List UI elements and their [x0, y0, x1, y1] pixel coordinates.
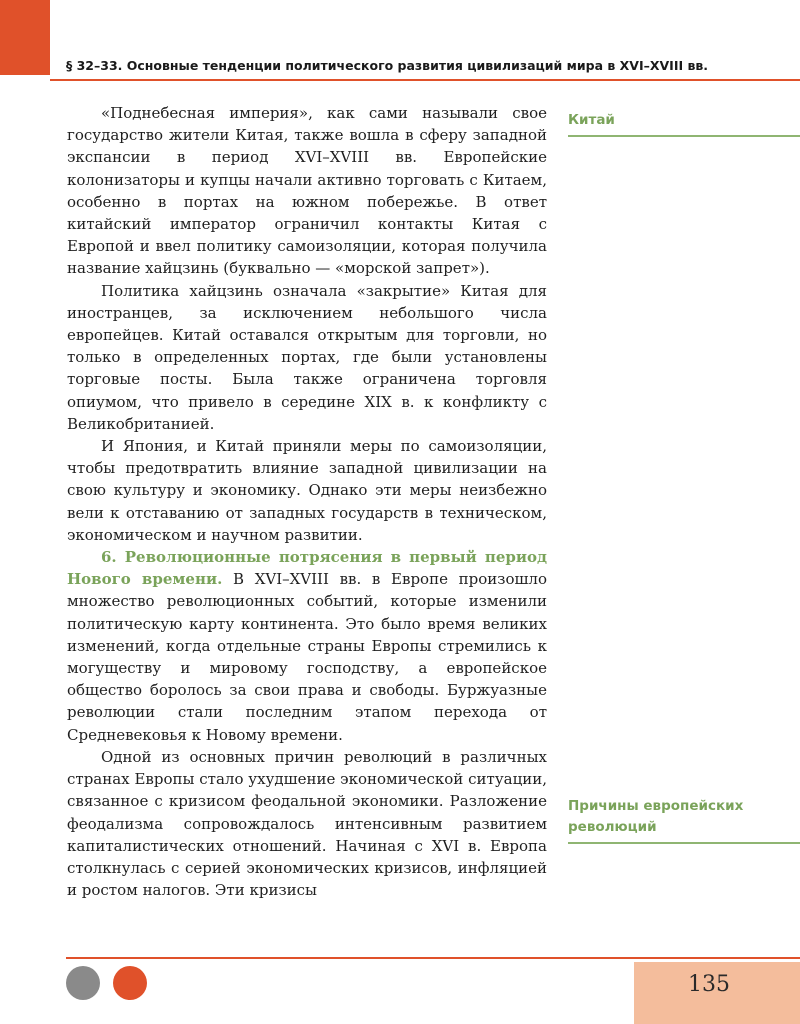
section-paragraph: В XVI–XVIII вв. в Европе произошло множество революционных событий, которые изменили политическую карту континента. Это было время великих изменений, когда отдельные страны Европы стремились к могуществу и мировому господству, а европейское общество боролось за свои права и свободы. Буржуазные революции стали последним этапом перехода от Средневековья к Новому времени. — [67, 570, 547, 744]
paragraph-3: И Япония, и Китай приняли меры по самоизоляции, чтобы предотвратить влияние западной цивилизации на свою культуру и экономику. Однако эти меры неизбежно вели к отставанию от западных государств в техническом, экономическом и научном развитии. — [67, 437, 547, 544]
running-title: § 32–33. Основные тенденции политического развития цивилизаций мира в XVI–XVIII вв. — [66, 58, 709, 73]
section-heading: 6. Революционные потрясения в первый период Нового времени. — [67, 548, 547, 589]
margin-note-label: Причины европейских революций — [568, 798, 744, 835]
orange-circle-icon — [113, 966, 147, 1000]
margin-note-rule — [568, 135, 800, 137]
gray-circle-icon — [66, 966, 100, 1000]
paragraph-4 — [67, 546, 547, 746]
page-number-box — [634, 962, 800, 1024]
page-number: 135 — [688, 972, 730, 997]
margin-note-china — [568, 110, 800, 137]
paragraph-5: Одной из основных причин революций в различных странах Европы стало ухудшение экономической ситуации, связанное с кризисом феодальной экономики. Разложение феодализма сопровождалось интенсивным развитием капиталистических отношений. Начиная с XVI в. Европа столкнулась с серией экономических кризисов, инфляцией и ростом налогов. Эти кризисы — [67, 747, 547, 900]
main-text — [67, 102, 547, 901]
header-rule — [50, 79, 800, 81]
paragraph-2: Политика хайцзинь означала «закрытие» Китая для иностранцев, за исключением небольшого числа европейцев. Китай оставался открытым для торговли, но только в определенных портах, где были установлены торговые посты. Была также ограничена торговля опиумом, что привело в середине XIX в. к конфликту с Великобританией. — [67, 281, 547, 433]
paragraph-1: «Поднебесная империя», как сами называли свое государство жители Китая, также вошла в сферу западной экспансии в период XVI–XVIII вв. Европейские колонизаторы и купцы начали активно торговать с Китаем, особенно в портах на южном побережье. В ответ китайский император ограничил контакты Китая с Европой и ввел политику самоизоляции, которая получила название хайцзинь (буквально — «морской запрет»). — [67, 104, 547, 278]
corner-tab — [0, 0, 50, 75]
footer-rule — [66, 957, 800, 959]
margin-note-label: Китай — [568, 112, 615, 128]
margin-note-revolutions — [568, 796, 800, 844]
margin-note-rule — [568, 842, 800, 844]
